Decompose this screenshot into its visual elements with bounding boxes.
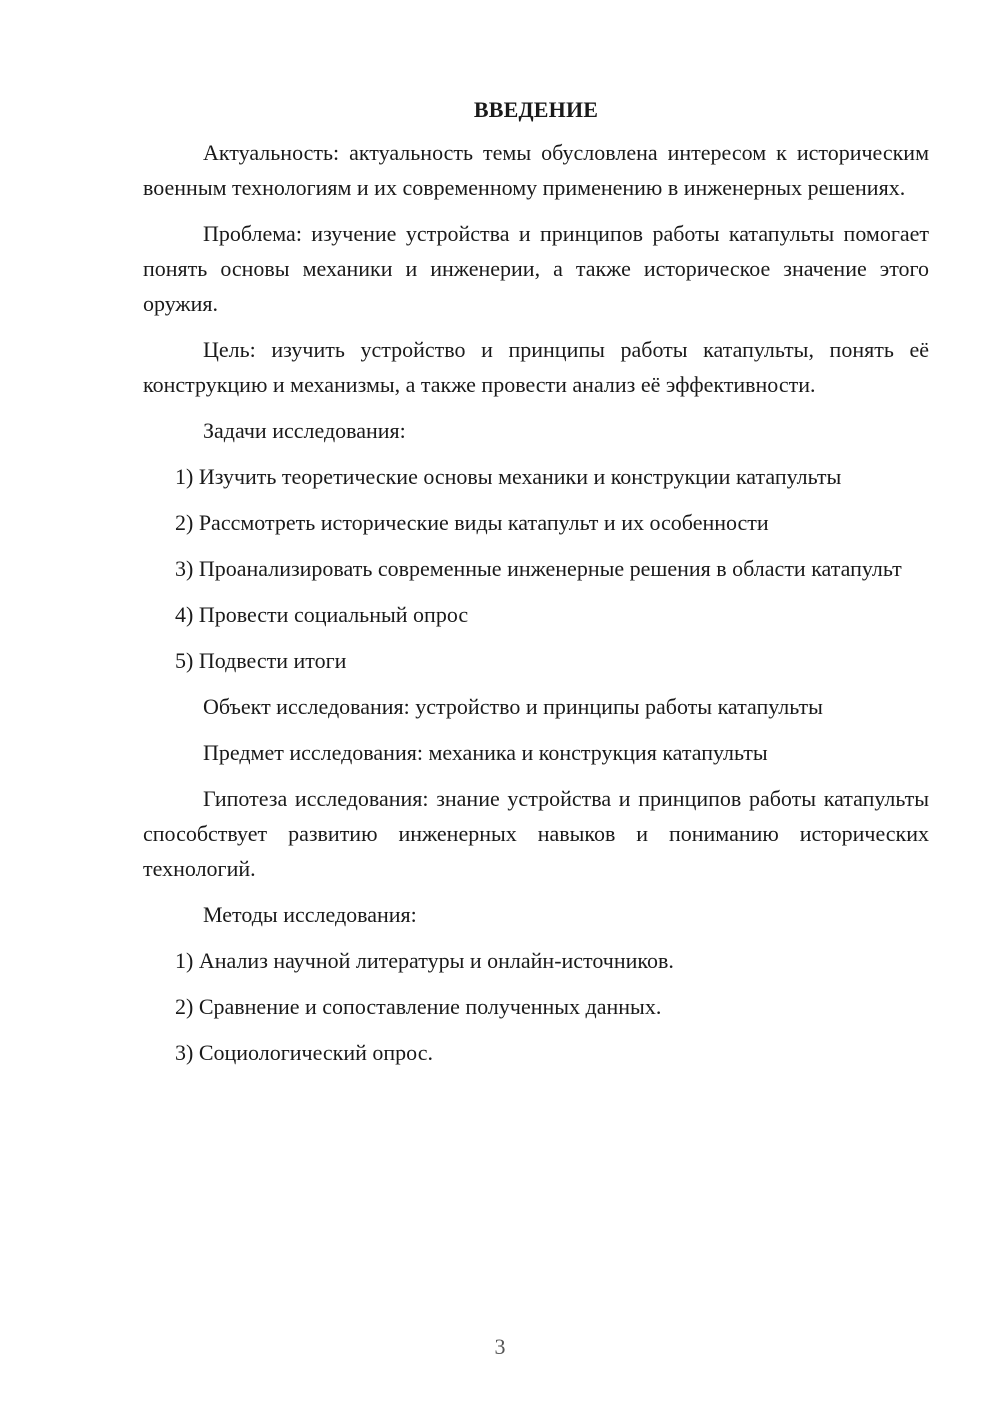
task-item-1: 1) Изучить теоретические основы механики и конструкции катапульты — [175, 464, 842, 489]
hypothesis-paragraph: Гипотеза исследования: знание устройства и принципов работы катапульты способствует развитию инженерных навыков и пониманию исторических технологий. — [143, 786, 929, 881]
problem-paragraph: Проблема: изучение устройства и принципов работы катапульты помогает понять основы механики и инженерии, а также историческое значение этого оружия. — [143, 221, 929, 316]
relevance-paragraph: Актуальность: актуальность темы обусловлена интересом к историческим военным технологиям и их современному применению в инженерных решениях. — [143, 140, 929, 200]
subject-paragraph: Предмет исследования: механика и конструкция катапульты — [203, 740, 768, 765]
tasks-heading: Задачи исследования: — [203, 418, 406, 443]
method-item-3: 3) Социологический опрос. — [175, 1040, 433, 1065]
methods-heading: Методы исследования: — [203, 902, 417, 927]
document-page — [143, 92, 929, 1081]
section-title: ВВЕДЕНИЕ — [473, 97, 599, 122]
task-item-4: 4) Провести социальный опрос — [175, 602, 469, 627]
method-item-2: 2) Сравнение и сопоставление полученных данных. — [175, 994, 662, 1019]
task-item-3: 3) Проанализировать современные инженерные решения в области катапульт — [175, 556, 902, 581]
task-item-5: 5) Подвести итоги — [175, 648, 347, 673]
object-paragraph: Объект исследования: устройство и принципы работы катапульты — [203, 694, 823, 719]
page-number: 3 — [494, 1334, 506, 1359]
goal-paragraph: Цель: изучить устройство и принципы работы катапульты, понять её конструкцию и механизмы, а также провести анализ её эффективности. — [143, 337, 929, 397]
method-item-1: 1) Анализ научной литературы и онлайн-источников. — [175, 948, 674, 973]
task-item-2: 2) Рассмотреть исторические виды катапульт и их особенности — [175, 510, 769, 535]
